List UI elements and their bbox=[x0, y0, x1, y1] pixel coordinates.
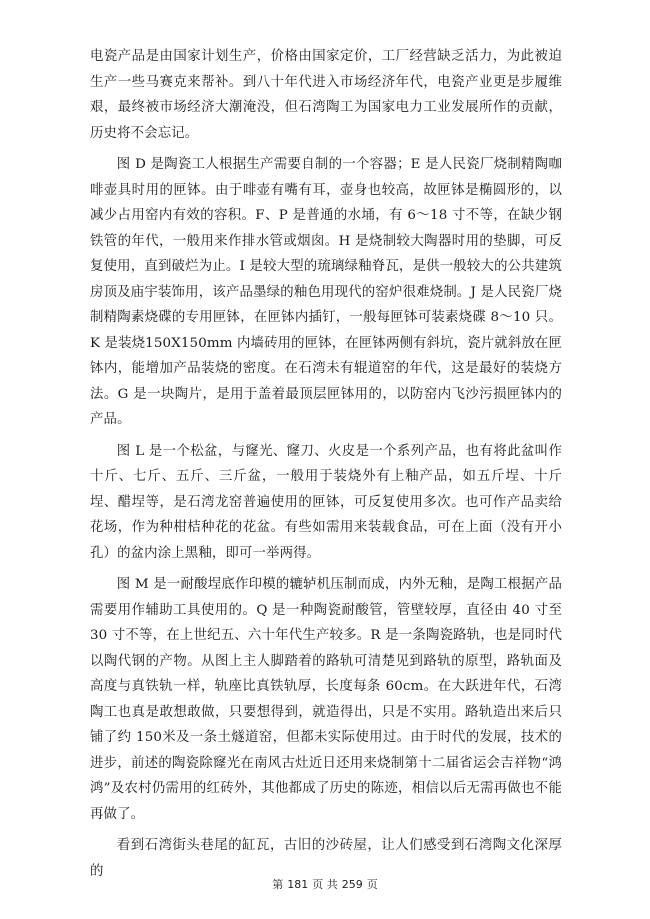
footer-suffix: 页 bbox=[366, 878, 378, 891]
paragraph-4: 图 M 是一耐酸埕底作印模的辘轳机压制而成，内外无釉，是陶工根据产品需要用作辅助工具使用的。Q 是一种陶瓷耐酸管，管壁较厚，直径由 40 寸至 30 寸不等，在上世纪五、六十年代生产较多。R 是一条陶瓷路轨，也是同时代以陶代钢的产物。从图上主人脚踏着的路轨可清楚见到路轨的原型，路轨面及高度与真铁轨一样，轨座比真铁轨厚，长度每条 60cm。在大跃进年代，石湾陶工也真是敢想敢做，只要想得到，就造得出，只是不实用。路轨造出来后只铺了约 150米及一条土燧道窑，但都未实际使用过。由于时代的发展，技术的进步，前述的陶瓷除窿光在南风古灶近日还用来烧制第十二届省运会吉祥物“鸿鸿”及农村仍需用的红砖外，其他都成了历史的陈迹，相信以后无需再做也不能再做了。 bbox=[90, 577, 562, 822]
footer-current-page: 181 bbox=[287, 878, 309, 891]
footer-total-pages: 259 bbox=[341, 878, 363, 891]
footer-prefix: 第 bbox=[272, 878, 284, 891]
paragraph-3: 图 L 是一个松盆，与窿光、窿刀、火皮是一个系列产品，也有将此盆叫作十斤、七斤、五斤、三斤盆，一般用于装烧外有上釉产品，如五斤埕、十斤埕、醋埕等，是石湾龙窑普遍使用的匣钵，可反复使用多次。也可作产品卖给花场，作为种柑桔种花的花盆。有些如需用来装载食品，可在上面（没有开小孔）的盆内涂上黑釉，即可一举两得。 bbox=[90, 443, 562, 561]
paragraph-1: 电瓷产品是由国家计划生产，价格由国家定价，工厂经营缺乏活力，为此被迫生产一些马赛克来帮补。到八十年代进入市场经济年代，电瓷产业更是步履维艰，最终被市场经济大潮淹没，但石湾陶工为国家电力工业发展所作的贡献，历史将不会忘记。 bbox=[90, 49, 562, 141]
body-text bbox=[90, 44, 562, 884]
page-footer bbox=[0, 876, 650, 892]
paragraph-5: 看到石湾街头巷尾的缸瓦，古旧的沙砖屋，让人们感受到石湾陶文化深厚的 bbox=[90, 838, 562, 879]
footer-middle: 页 共 bbox=[312, 878, 338, 891]
paragraph-2: 图 D 是陶瓷工人根据生产需要自制的一个容器；E 是人民瓷厂烧制精陶咖啡壶具时用的匣钵。由于啡壶有嘴有耳，壶身也较高，故匣钵是椭圆形的，以减少占用窑内有效的容积。F、P 是普通的水埇，有 6～18 寸不等，在缺少钢铁管的年代，一般用来作排水管或烟囱。H 是烧制较大陶器时用的垫脚，可反复使用，直到破烂为止。I 是较大型的琉璃绿釉脊瓦，是供一般较大的公共建筑房顶及庙宇装饰用，该产品墨绿的釉色用现代的窑炉很难烧制。J 是人民瓷厂烧制精陶素烧碟的专用匣钵，在匣钵内插钉，一般每匣钵可装素烧碟 8～10 只。K 是装烧150X150mm 内墙砖用的匣钵，在匣钵两侧有斜坑，瓷片就斜放在匣钵内，能增加产品装烧的密度。在石湾未有辊道窑的年代，这是最好的装烧方法。G 是一块陶片，是用于盖着最顶层匣钵用的，以防窑内飞沙污损匣钵内的产品。 bbox=[90, 157, 562, 427]
